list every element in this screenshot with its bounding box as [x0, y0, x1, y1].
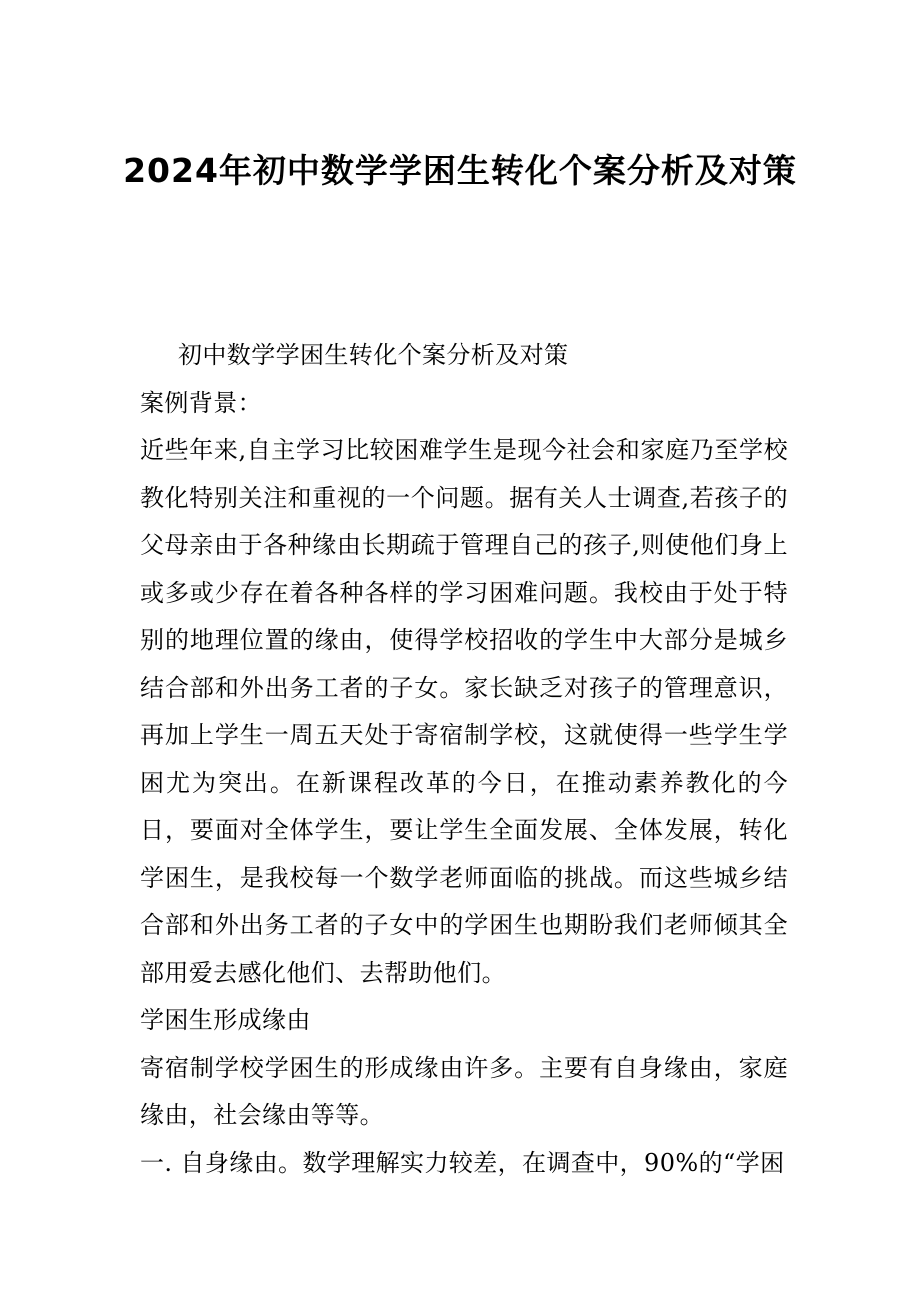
document-body [140, 332, 788, 1187]
paragraph-self-causes: 一. 自身缘由。数学理解实力较差，在调查中，90%的“学困 [140, 1148, 785, 1177]
paragraph-background: 近些年来,自主学习比较困难学生是现今社会和家庭乃至学校教化特别关注和重视的一个问题。据有关人士调查,若孩子的父母亲由于各种缘由长期疏于管理自己的孩子,则使他们身上或多或少存在着各种各样的学习困难问题。我校由于处于特别的地理位置的缘由，使得学校招收的学生中大部分是城乡结合部和外出务工者的子女。家长缺乏对孩子的管理意识，再加上学生一周五天处于寄宿制学校，这就使得一些学生学困尤为突出。在新课程改革的今日，在推动素养教化的今日，要面对全体学生，要让学生全面发展、全体发展，转化学困生，是我校每一个数学老师面临的挑战。而这些城乡结合部和外出务工者的子女中的学困生也期盼我们老师倾其全部用爱去感化他们、去帮助他们。 [140, 436, 788, 987]
section-heading-background: 案例背景： [140, 388, 262, 417]
document-title: 2024年初中数学学困生转化个案分析及对策 [123, 151, 797, 190]
document-subtitle: 初中数学学困生转化个案分析及对策 [178, 341, 569, 369]
section-heading-causes: 学困生形成缘由 [140, 1006, 311, 1034]
paragraph-causes: 寄宿制学校学困生的形成缘由许多。主要有自身缘由，家庭缘由，社会缘由等等。 [140, 1053, 788, 1129]
